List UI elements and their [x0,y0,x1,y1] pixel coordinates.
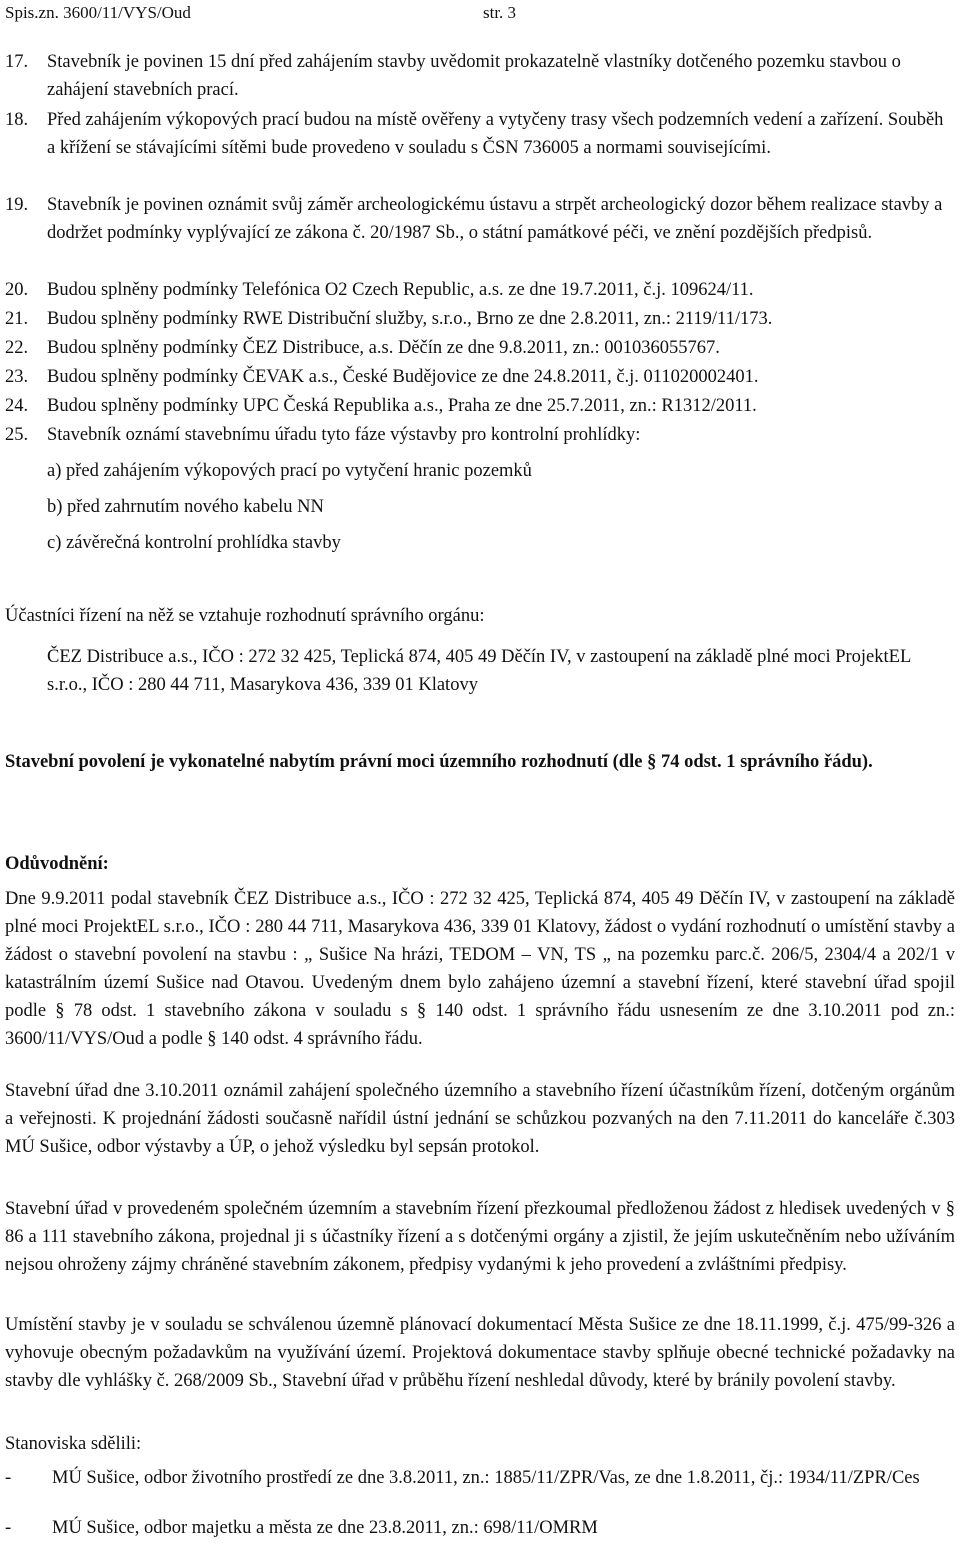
condition-number: 18. [5,110,29,130]
condition-item [5,334,955,362]
condition-item [5,48,955,104]
inspection-item: a) před zahájením výkopových prací po vytyčení hranic pozemků [47,461,532,481]
list-dash: - [5,1518,12,1538]
condition-text: Budou splněny podmínky UPC Česká Republika a.s., Praha ze dne 25.7.2011, zn.: R1312/2011. [47,396,757,416]
condition-number: 19. [5,195,29,215]
condition-text: Budou splněny podmínky RWE Distribuční služby, s.r.o., Brno ze dne 2.8.2011, zn.: 2119/11/173. [47,309,773,329]
condition-text: Budou splněny podmínky Telefónica O2 Czech Republic, a.s. ze dne 19.7.2011, č.j. 109624/11. [47,280,754,300]
opinion-list-item [5,1464,955,1492]
condition-number: 22. [5,338,29,358]
inspection-item: b) před zahrnutím nového kabelu NN [47,497,324,517]
participants-heading: Účastníci řízení na něž se vztahuje rozhodnutí správního orgánu: [5,606,485,626]
condition-text: Před zahájením výkopových prací budou na místě ověřeny a vytyčeny trasy všech podzemních vedení a zařízení. Souběh a křížení se stávajícími sítěmi bude provedeno v souladu s ČSN 736005 a normami souvisejícími. [47,110,944,158]
condition-number: 24. [5,396,29,416]
condition-number: 25. [5,425,29,445]
opinions-heading: Stanoviska sdělili: [5,1434,142,1454]
condition-text: Stavebník je povinen oznámit svůj záměr archeologickému ústavu a strpět archeologický dozor během realizace stavby a dodržet podmínky vyplývající ze zákona č. 20/1987 Sb., o státní památkové péči, ve znění pozdějších předpisů. [47,195,943,243]
file-reference: Spis.zn. 3600/11/VYS/Oud [5,3,191,22]
condition-item [5,421,955,449]
opinion-list-item [5,1514,955,1542]
condition-text: Stavebník je povinen 15 dní před zahájením stavby uvědomit prokazatelně vlastníky dotčeného pozemku stavbou o zahájení stavebních prací. [47,52,901,100]
condition-item [5,276,955,304]
enforceability-statement: Stavební povolení je vykonatelné nabytím právní moci územního rozhodnutí (dle § 74 odst. 1 správního řádu). [5,752,873,772]
list-dash: - [5,1468,12,1488]
page-number: str. 3 [483,3,517,22]
condition-text: Budou splněny podmínky ČEZ Distribuce, a.s. Děčín ze dne 9.8.2011, zn.: 001036055767. [47,338,720,358]
condition-text: Stavebník oznámí stavebnímu úřadu tyto fáze výstavby pro kontrolní prohlídky: [47,425,641,445]
condition-number: 20. [5,280,29,300]
reasoning-paragraph: Stavební úřad dne 3.10.2011 oznámil zahájení společného územního a stavebního řízení účastníkům řízení, dotčeným orgánům a veřejnosti. K projednání žádosti současně nařídil ústní jednání se schůzkou pozvaných na den 7.11.2011 do kanceláře č.303 MÚ Sušice, odbor výstavby a ÚP, o jehož výsledku byl sepsán protokol. [5,1081,955,1157]
reasoning-paragraph: Umístění stavby je v souladu se schválenou územně plánovací dokumentací Města Sušice ze dne 18.11.1999, č.j. 475/99-326 a vyhovuje obecným požadavkům na využívání území. Projektová dokumentace stavby splňuje obecné technické požadavky na stavby dle vyhlášky č. 268/2009 Sb., Stavební úřad v průběhu řízení neshledal důvody, které by bránily povolení stavby. [5,1315,955,1391]
reasoning-paragraph: Dne 9.9.2011 podal stavebník ČEZ Distribuce a.s., IČO : 272 32 425, Teplická 874, 405 49 Děčín IV, v zastoupení na základě plné moci ProjektEL s.r.o., IČO : 280 44 711, Masarykova 436, 339 01 Klatovy, žádost o vydání rozhodnutí o umístění stavby a žádost o stavební povolení na stavbu : „ Sušice Na hrázi, TEDOM – VN, TS „ na pozemku parc.č. 206/5, 2304/4 a 202/1 v katastrálním území Sušice nad Otavou. Uvedeným dnem bylo zahájeno územní a stavební řízení, které stavební úřad spojil podle § 78 odst. 1 stavebního zákona v souladu s § 140 odst. 1 správního řádu usnesením ze dne 3.10.2011 pod zn.: 3600/11/VYS/Oud a podle § 140 odst. 4 správního řádu. [5,889,955,1049]
condition-item [5,392,955,420]
reasoning-heading: Odůvodnění: [5,854,109,874]
page-header [5,0,955,24]
condition-item [5,191,955,247]
opinion-text: MÚ Sušice, odbor majetku a města ze dne 23.8.2011, zn.: 698/11/OMRM [52,1518,598,1538]
condition-text: Budou splněny podmínky ČEVAK a.s., České Budějovice ze dne 24.8.2011, č.j. 011020002401. [47,367,759,387]
condition-item [5,305,955,333]
reasoning-paragraph: Stavební úřad v provedeném společném územním a stavebním řízení přezkoumal předloženou žádost z hledisek uvedených v § 86 a 111 stavebního zákona, projednal ji s účastníky řízení a s dotčenými orgány a zjistil, že jejím uskutečněním nebo užíváním nejsou ohroženy zájmy chráněné stavebním zákonem, předpisy vydanými k jeho provedení a zvláštními předpisy. [5,1199,955,1275]
condition-item [5,106,955,162]
condition-item [5,363,955,391]
condition-number: 21. [5,309,29,329]
condition-number: 17. [5,52,29,72]
condition-number: 23. [5,367,29,387]
opinion-text: MÚ Sušice, odbor životního prostředí ze dne 3.8.2011, zn.: 1885/11/ZPR/Vas, ze dne 1.8.2011, čj.: 1934/11/ZPR/Ces [52,1468,920,1488]
inspection-item: c) závěrečná kontrolní prohlídka stavby [47,533,341,553]
participants-text: ČEZ Distribuce a.s., IČO : 272 32 425, Teplická 874, 405 49 Děčín IV, v zastoupení na základě plné moci ProjektEL s.r.o., IČO : 280 44 711, Masarykova 436, 339 01 Klatovy [47,647,911,695]
